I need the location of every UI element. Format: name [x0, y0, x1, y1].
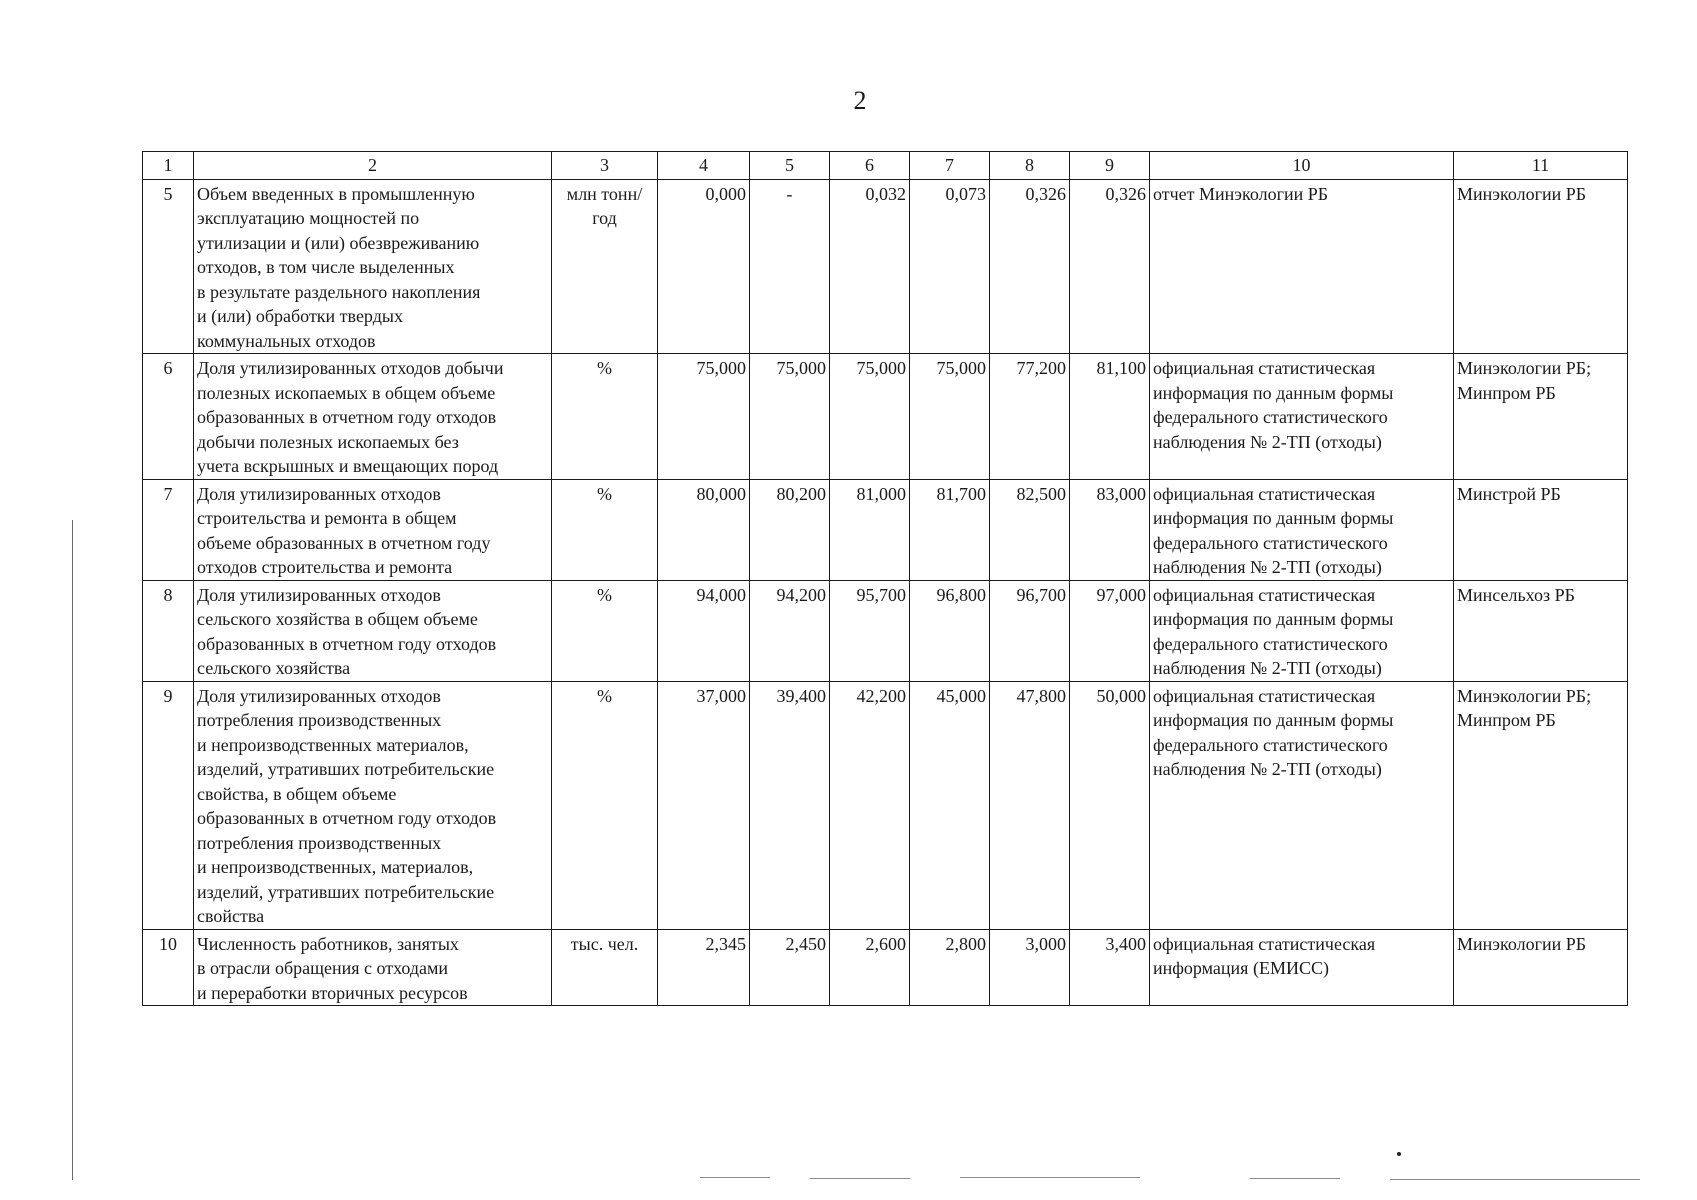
- value-col-9: 50,000: [1070, 681, 1150, 929]
- value-col-4: 94,000: [658, 580, 750, 681]
- value-col-4: 37,000: [658, 681, 750, 929]
- value-col-7: 75,000: [910, 354, 990, 480]
- responsible-body: Минэкологии РБ: [1454, 179, 1628, 354]
- data-source: официальная статистическая информация по данным формы федерального статистического наблюдения № 2-ТП (отходы): [1150, 354, 1454, 480]
- unit: млн тонн/ год: [552, 179, 658, 354]
- row-number: 10: [143, 929, 194, 1006]
- indicator-name: Доля утилизированных отходов добычи полезных ископаемых в общем объеме образованных в отчетном году отходов добычи полезных ископаемых без учета вскрышных и вмещающих пород: [194, 354, 552, 480]
- scan-artifact: [700, 1177, 770, 1178]
- responsible-body: Минэкологии РБ; Минпром РБ: [1454, 354, 1628, 480]
- value-col-5: 75,000: [750, 354, 830, 480]
- indicator-name: Доля утилизированных отходов сельского хозяйства в общем объеме образованных в отчетном году отходов сельского хозяйства: [194, 580, 552, 681]
- value-col-4: 0,000: [658, 179, 750, 354]
- scan-artifact: [1397, 1152, 1401, 1156]
- row-number: 7: [143, 479, 194, 580]
- value-col-4: 75,000: [658, 354, 750, 480]
- value-col-7: 96,800: [910, 580, 990, 681]
- column-number: 1: [143, 152, 194, 180]
- column-number: 4: [658, 152, 750, 180]
- data-source: официальная статистическая информация по данным формы федерального статистического наблюдения № 2-ТП (отходы): [1150, 681, 1454, 929]
- column-number: 2: [194, 152, 552, 180]
- value-col-8: 0,326: [990, 179, 1070, 354]
- value-col-5: -: [750, 179, 830, 354]
- unit: тыс. чел.: [552, 929, 658, 1006]
- scan-artifact: [960, 1177, 1140, 1178]
- value-col-6: 75,000: [830, 354, 910, 480]
- value-col-6: 0,032: [830, 179, 910, 354]
- table-row: [143, 354, 1628, 480]
- column-number-row: [143, 152, 1628, 180]
- value-col-5: 39,400: [750, 681, 830, 929]
- column-number: 11: [1454, 152, 1628, 180]
- row-number: 8: [143, 580, 194, 681]
- value-col-4: 80,000: [658, 479, 750, 580]
- column-number: 9: [1070, 152, 1150, 180]
- page-number: 2: [853, 86, 867, 115]
- column-number: 10: [1150, 152, 1454, 180]
- data-source: отчет Минэкологии РБ: [1150, 179, 1454, 354]
- value-col-7: 2,800: [910, 929, 990, 1006]
- value-col-9: 83,000: [1070, 479, 1150, 580]
- responsible-body: Минстрой РБ: [1454, 479, 1628, 580]
- value-col-7: 0,073: [910, 179, 990, 354]
- value-col-9: 3,400: [1070, 929, 1150, 1006]
- value-col-7: 45,000: [910, 681, 990, 929]
- unit: %: [552, 479, 658, 580]
- table-row: [143, 479, 1628, 580]
- table-row: [143, 929, 1628, 1006]
- value-col-8: 82,500: [990, 479, 1070, 580]
- data-source: официальная статистическая информация по данным формы федерального статистического наблюдения № 2-ТП (отходы): [1150, 479, 1454, 580]
- table-row: [143, 580, 1628, 681]
- value-col-9: 81,100: [1070, 354, 1150, 480]
- value-col-6: 95,700: [830, 580, 910, 681]
- data-source: официальная статистическая информация (ЕМИСС): [1150, 929, 1454, 1006]
- data-source: официальная статистическая информация по данным формы федерального статистического наблюдения № 2-ТП (отходы): [1150, 580, 1454, 681]
- row-number: 9: [143, 681, 194, 929]
- row-number: 6: [143, 354, 194, 480]
- indicators-table: [142, 151, 1628, 1006]
- value-col-5: 94,200: [750, 580, 830, 681]
- value-col-8: 96,700: [990, 580, 1070, 681]
- responsible-body: Минэкологии РБ: [1454, 929, 1628, 1006]
- indicator-name: Доля утилизированных отходов потребления производственных и непроизводственных материалов, изделий, утративших потребительские свойства, в общем объеме образованных в отчетном году отходов потребления производственных и непроизводственных, материалов, изделий, утративших потребительские свойства: [194, 681, 552, 929]
- value-col-6: 81,000: [830, 479, 910, 580]
- value-col-8: 3,000: [990, 929, 1070, 1006]
- column-number: 6: [830, 152, 910, 180]
- table-row: [143, 179, 1628, 354]
- scan-artifact: [810, 1178, 910, 1179]
- scan-artifact: [1390, 1179, 1640, 1180]
- value-col-8: 47,800: [990, 681, 1070, 929]
- responsible-body: Минсельхоз РБ: [1454, 580, 1628, 681]
- indicator-name: Доля утилизированных отходов строительства и ремонта в общем объеме образованных в отчетном году отходов строительства и ремонта: [194, 479, 552, 580]
- value-col-7: 81,700: [910, 479, 990, 580]
- value-col-9: 0,326: [1070, 179, 1150, 354]
- indicator-name: Объем введенных в промышленную эксплуатацию мощностей по утилизации и (или) обезвреживанию отходов, в том числе выделенных в результате раздельного накопления и (или) обработки твердых коммунальных отходов: [194, 179, 552, 354]
- column-number: 8: [990, 152, 1070, 180]
- table-row: [143, 681, 1628, 929]
- column-number: 5: [750, 152, 830, 180]
- unit: %: [552, 580, 658, 681]
- responsible-body: Минэкологии РБ; Минпром РБ: [1454, 681, 1628, 929]
- value-col-4: 2,345: [658, 929, 750, 1006]
- column-number: 7: [910, 152, 990, 180]
- value-col-6: 2,600: [830, 929, 910, 1006]
- column-number: 3: [552, 152, 658, 180]
- value-col-6: 42,200: [830, 681, 910, 929]
- scan-margin-line: [72, 520, 73, 1180]
- value-col-8: 77,200: [990, 354, 1070, 480]
- unit: %: [552, 354, 658, 480]
- value-col-5: 80,200: [750, 479, 830, 580]
- value-col-5: 2,450: [750, 929, 830, 1006]
- scan-artifact: [1250, 1178, 1340, 1179]
- row-number: 5: [143, 179, 194, 354]
- unit: %: [552, 681, 658, 929]
- value-col-9: 97,000: [1070, 580, 1150, 681]
- indicator-name: Численность работников, занятых в отрасли обращения с отходами и переработки вторичных ресурсов: [194, 929, 552, 1006]
